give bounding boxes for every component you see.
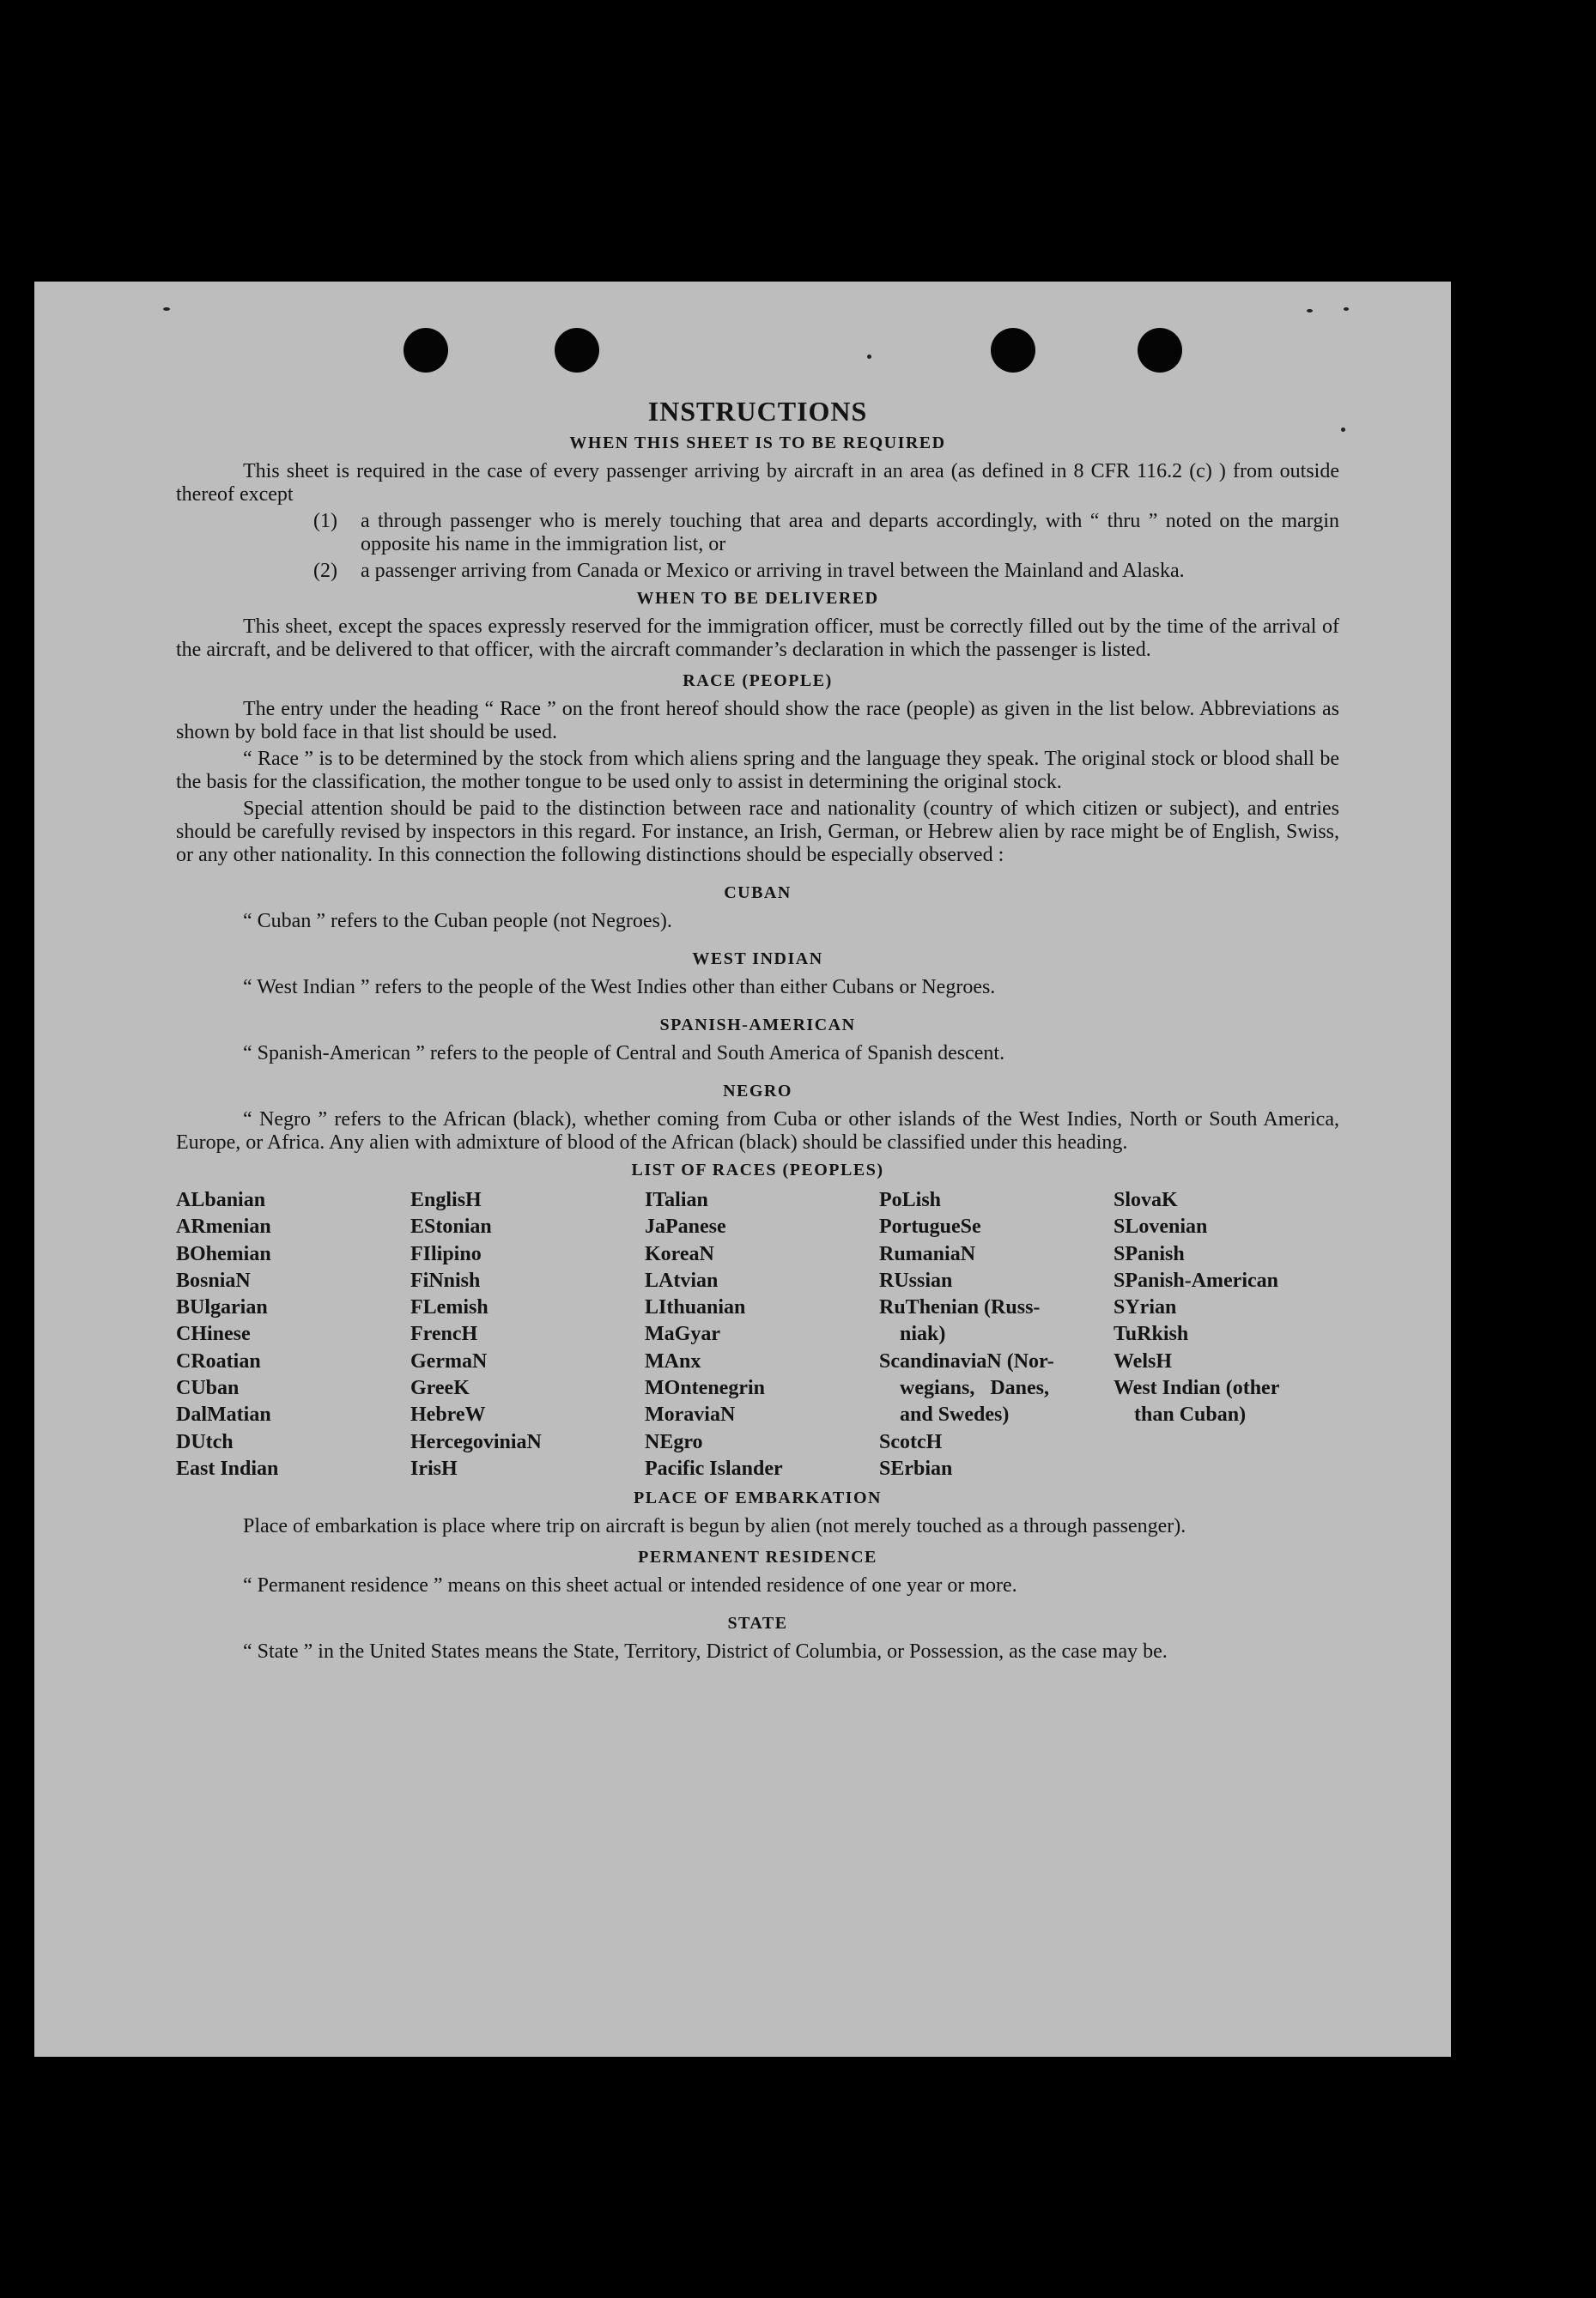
document-sheet — [34, 282, 1451, 2057]
race-entry: West Indian (other — [1114, 1377, 1280, 1400]
race-entry: and Swedes) — [879, 1404, 1010, 1427]
race-entry: MaGyar — [645, 1323, 720, 1346]
race-entry: BosniaN — [176, 1269, 251, 1292]
race-entry: wegians, Danes, — [879, 1377, 1050, 1400]
races-heading: LIST OF RACES (PEOPLES) — [631, 1161, 884, 1179]
race-entry: EStonian — [410, 1216, 492, 1239]
paragraph: “ Race ” is to be determined by the stock from which aliens spring and the language they speak. The original stock or blood shall be the basis for the classification, the mother tongue to be used only to assist in determining the original stock. — [176, 748, 1339, 793]
punch-hole — [991, 328, 1035, 373]
race-entry: MoraviaN — [645, 1404, 736, 1427]
race-entry: TuRkish — [1114, 1323, 1189, 1346]
race-entry: HercegoviniaN — [410, 1430, 542, 1453]
race-entry: PoLish — [879, 1189, 942, 1211]
instructions-content — [176, 395, 1339, 1664]
section-heading: WHEN TO BE DELIVERED — [636, 589, 879, 608]
paragraph: Place of embarkation is place where trip on aircraft is begun by alien (not merely touched as a through passenger). — [243, 1515, 1186, 1538]
race-entry: LAtvian — [645, 1269, 719, 1292]
race-entry: FiNnish — [410, 1269, 481, 1292]
race-entry: CUban — [176, 1377, 240, 1400]
paragraph: “ Permanent residence ” means on this sheet actual or intended residence of one year or more. — [243, 1574, 1017, 1598]
race-entry: SErbian — [879, 1457, 953, 1480]
speck — [163, 307, 170, 311]
paragraph: “ Negro ” refers to the African (black), whether coming from Cuba or other islands of the West Indies, North or South America, Europe, or Africa. Any alien with admixture of blood of the African (black) should be classified under this heading. — [176, 1108, 1339, 1154]
race-entry: HebreW — [410, 1404, 486, 1427]
page-title: INSTRUCTIONS — [647, 396, 868, 427]
race-entry: FLemish — [410, 1296, 489, 1319]
race-entry: SPanish — [1114, 1242, 1185, 1265]
race-entry: ScandinaviaN (Nor- — [879, 1349, 1054, 1373]
item-text: a passenger arriving from Canada or Mexico or arriving in travel between the Mainland and Alaska. — [361, 560, 1185, 582]
race-entry: KoreaN — [645, 1242, 714, 1265]
race-entry: ARmenian — [176, 1216, 271, 1239]
race-entry: MOntenegrin — [645, 1377, 765, 1400]
race-entry: GreeK — [410, 1377, 470, 1400]
race-entry: GermaN — [410, 1349, 488, 1373]
paragraph: The entry under the heading “ Race ” on the front hereof should show the race (people) as given in the list below. Abbreviations as shown by bold face in that list should be used. — [176, 698, 1339, 743]
race-entry: DalMatian — [176, 1404, 271, 1427]
races-list — [176, 1187, 1339, 1482]
races-column — [176, 1187, 410, 1482]
race-entry: than Cuban) — [1114, 1404, 1247, 1427]
race-entry: CHinese — [176, 1323, 251, 1346]
punch-hole — [404, 328, 448, 373]
speck — [867, 355, 871, 359]
race-entry: SLovenian — [1114, 1216, 1208, 1239]
race-entry: JaPanese — [645, 1216, 726, 1239]
race-entry: NEgro — [645, 1430, 703, 1453]
races-column — [645, 1187, 879, 1482]
list-item — [313, 510, 1339, 556]
race-entry: BUlgarian — [176, 1296, 268, 1319]
race-entry: BOhemian — [176, 1242, 271, 1265]
speck — [1341, 427, 1345, 432]
race-entry: DUtch — [176, 1430, 234, 1453]
section-heading: NEGRO — [723, 1082, 792, 1100]
race-entry: IrisH — [410, 1457, 458, 1480]
paragraph: Special attention should be paid to the distinction between race and nationality (country of which citizen or subject), and entries should be carefully revised by inspectors in this regard. For instance, an Irish, German, or Hebrew alien by race might be of English, Swiss, or any other nationality. In this connection the following distinctions should be especially observed : — [176, 797, 1339, 866]
race-entry: EnglisH — [410, 1189, 482, 1211]
race-entry: PortugueSe — [879, 1216, 981, 1239]
list-item — [313, 560, 1339, 583]
race-entry: FIlipino — [410, 1242, 482, 1265]
races-column — [1114, 1187, 1339, 1482]
race-entry: FrencH — [410, 1323, 478, 1346]
race-entry: WelsH — [1114, 1349, 1173, 1373]
races-column — [410, 1187, 645, 1482]
punch-hole — [555, 328, 599, 373]
race-entry: SPanish-American — [1114, 1269, 1278, 1292]
paragraph: “ Cuban ” refers to the Cuban people (not Negroes). — [243, 910, 672, 932]
race-entry: LIthuanian — [645, 1296, 746, 1319]
section-heading: WHEN THIS SHEET IS TO BE REQUIRED — [569, 434, 946, 452]
race-entry: CRoatian — [176, 1349, 261, 1373]
section-heading: SPANISH-AMERICAN — [659, 1016, 856, 1034]
paragraph: This sheet is required in the case of every passenger arriving by aircraft in an area (as defined in 8 CFR 116.2 (c) ) from outside thereof except — [176, 460, 1339, 506]
paragraph: “ State ” in the United States means the State, Territory, District of Columbia, or Possession, as the case may be. — [243, 1640, 1168, 1664]
race-entry: MAnx — [645, 1349, 701, 1373]
race-entry: ALbanian — [176, 1189, 266, 1211]
section-heading: STATE — [727, 1614, 788, 1634]
race-entry: Pacific Islander — [645, 1457, 783, 1480]
race-entry: RUssian — [879, 1269, 953, 1292]
race-entry: SlovaK — [1114, 1189, 1178, 1211]
section-heading: WEST INDIAN — [692, 949, 823, 968]
section-heading: CUBAN — [724, 883, 792, 902]
speck — [1307, 309, 1313, 312]
race-entry: ScotcH — [879, 1430, 943, 1453]
paragraph: “ Spanish-American ” refers to the people of Central and South America of Spanish descent. — [243, 1042, 1005, 1064]
paragraph: This sheet, except the spaces expressly reserved for the immigration officer, must be correctly filled out by the time of the arrival of the aircraft, and be delivered to that officer, with the aircraft commander’s declaration in which the passenger is listed. — [176, 615, 1339, 661]
paragraph: “ West Indian ” refers to the people of the West Indies other than either Cubans or Negroes. — [243, 976, 996, 998]
item-text: a through passenger who is merely touching that area and departs accordingly, with “ thru ” noted on the margin opposite his name in the immigration list, or — [361, 510, 1339, 555]
race-entry: ITalian — [645, 1189, 708, 1211]
section-heading: PLACE OF EMBARKATION — [634, 1489, 882, 1508]
race-entry: niak) — [879, 1323, 946, 1346]
item-number: (2) — [313, 560, 337, 582]
race-entry: East Indian — [176, 1457, 279, 1480]
section-heading: RACE (PEOPLE) — [683, 671, 833, 690]
item-number: (1) — [313, 510, 337, 532]
speck — [1344, 307, 1349, 311]
races-column — [879, 1187, 1114, 1482]
race-entry: SYrian — [1114, 1296, 1177, 1319]
punch-hole — [1138, 328, 1182, 373]
race-entry: RumaniaN — [879, 1242, 976, 1265]
section-heading: PERMANENT RESIDENCE — [638, 1548, 877, 1567]
race-entry: RuThenian (Russ- — [879, 1296, 1041, 1319]
